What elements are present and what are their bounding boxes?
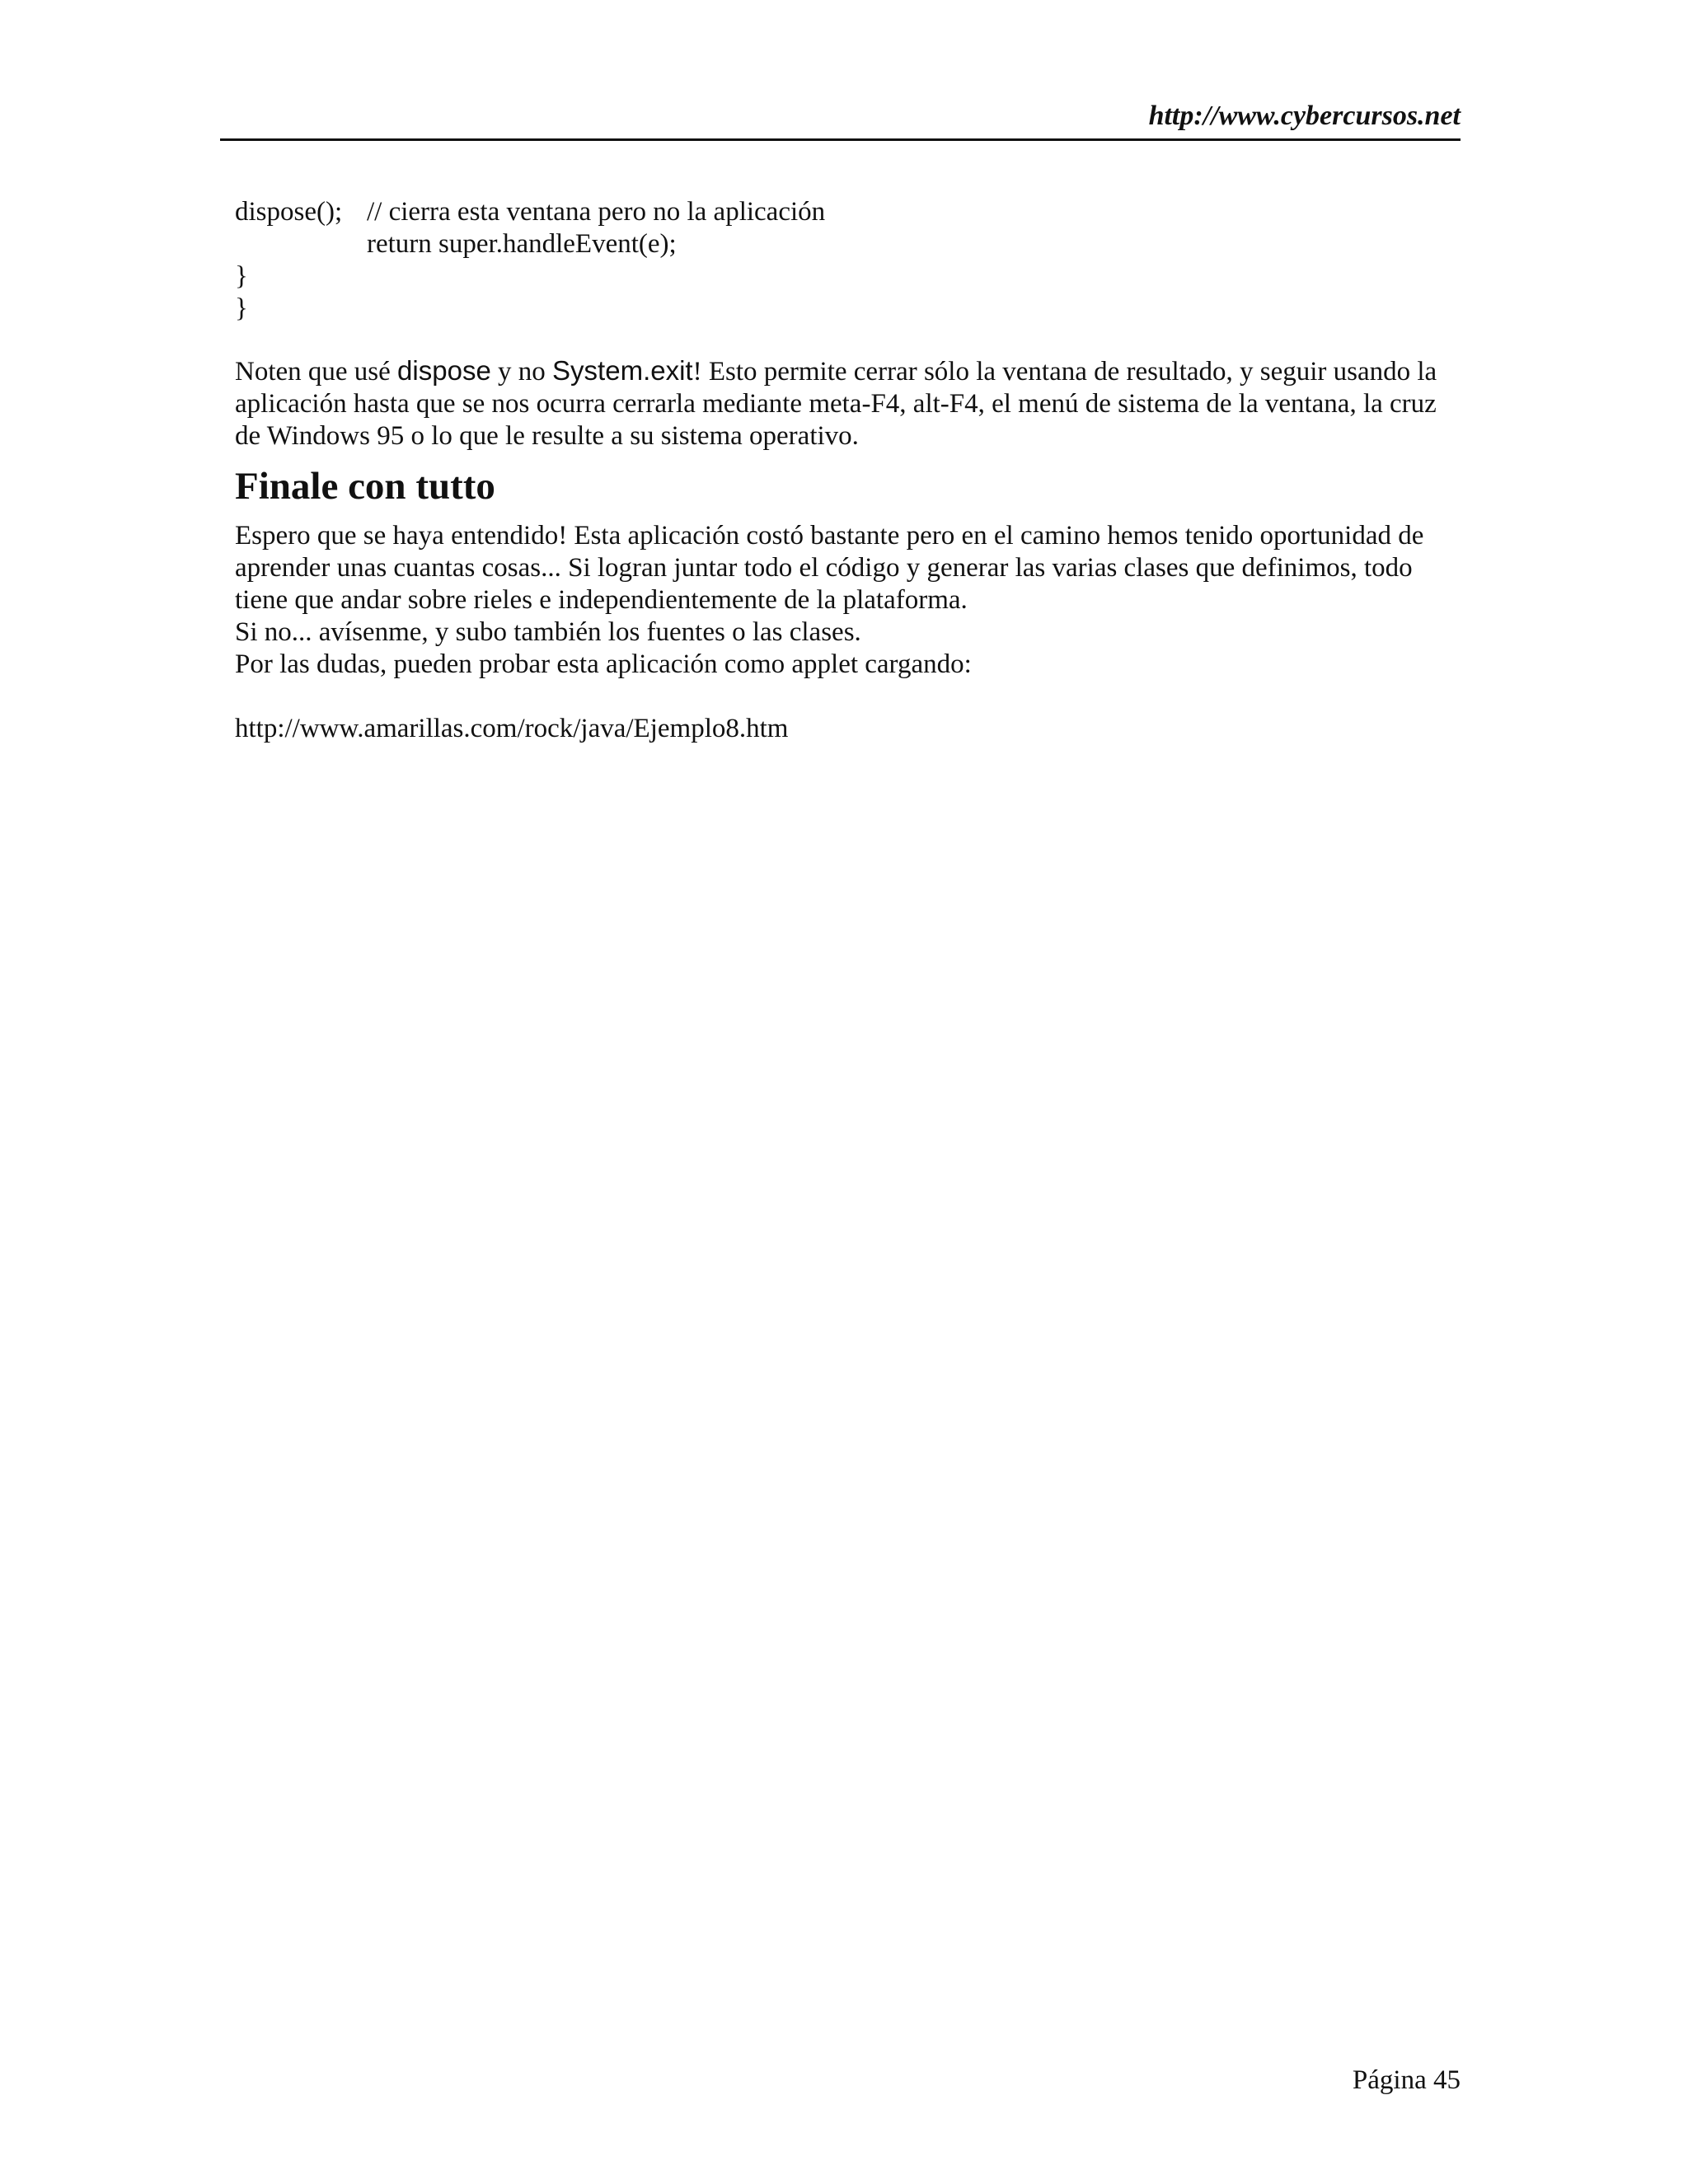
code-line-return: return super.handleEvent(e); [367,229,677,259]
intro-text-1: Noten que usé [235,357,398,387]
intro-code-system-exit: System.exit [552,355,693,386]
code-dispose-call: dispose(); [235,197,343,227]
code-line-dispose [235,196,826,228]
page-header [220,92,1461,141]
section-line-si-no: Si no... avísenme, y subo también los fuentes o las clases. [235,617,861,647]
code-line-closing-brace-1: } [235,261,248,291]
code-block [235,196,1461,325]
section-line-dudas: Por las dudas, pueden probar esta aplicación como applet cargando: [235,649,972,679]
code-comment: // cierra esta ventana pero no la aplicación [367,197,826,227]
page-content [235,196,1461,745]
example-link[interactable]: http://www.amarillas.com/rock/java/Ejemplo8.htm [235,714,789,743]
section-paragraph: Espero que se haya entendido! Esta aplicación costó bastante pero en el camino hemos tenido oportunidad de aprender unas cuantas cosas... Si logran juntar todo el código y generar las varias clases que definimos, todo tiene que andar sobre rieles e independientemente de la plataforma. [235,521,1424,615]
intro-text-3: ! Esto permite cerrar sólo la ventana de resultado, y seguir usando la aplicación hasta que se nos ocurra cerrarla mediante meta-F4, alt-F4, el menú de sistema de la ventana, la cruz de Windows 95 o lo que le resulte a su sistema operativo. [235,357,1437,451]
page-number: Página 45 [1352,2065,1461,2095]
section-title: Finale con tutto [235,465,495,508]
intro-paragraph [235,354,1461,452]
intro-code-dispose: dispose [397,355,491,386]
code-line-closing-brace-2: } [235,293,248,323]
intro-text-2: y no [490,357,553,387]
header-url: http://www.cybercursos.net [1148,101,1461,131]
